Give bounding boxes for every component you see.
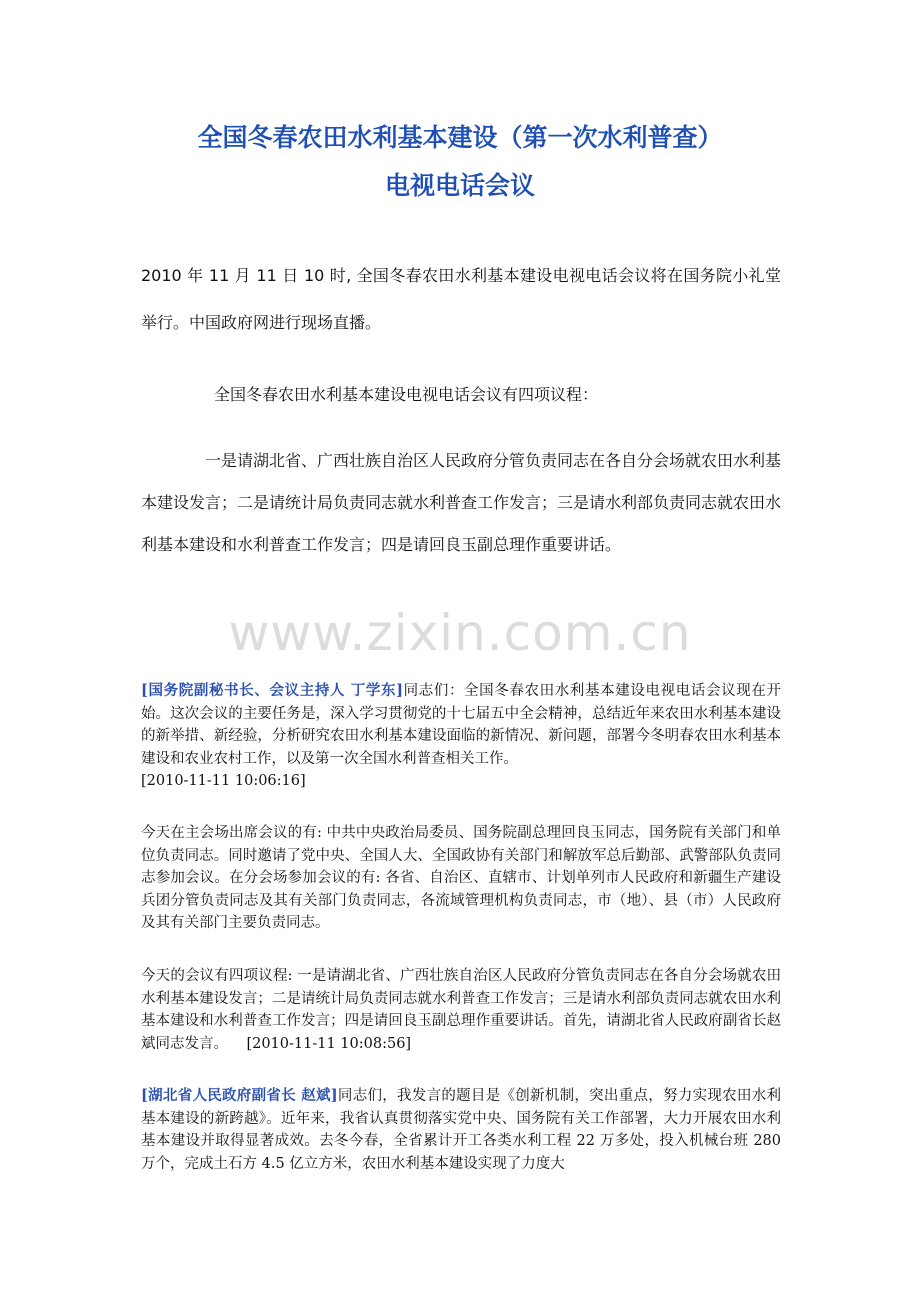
transcript-paragraph-1 <box>141 680 781 793</box>
agenda-paragraph: 一是请湖北省、广西壮族自治区人民政府分管负责同志在各自分会场就农田水利基本建设发言；二是请统计局负责同志就水利普查工作发言；三是请水利部负责同志就农田水利基本建设和水利普查工作发言；四是请回良玉副总理作重要讲话。 <box>141 451 782 554</box>
paragraph-text: 今天在主会场出席会议的有: 中共中央政治局委员、国务院副总理回良玉同志，国务院有关部门和单位负责同志。同时邀请了党中央、全国人大、全国政协有关部门和解放军总后勤部、武警部队负责同志参加会议。在分会场参加会议的有: 各省、自治区、直辖市、计划单列市人民政府和新疆生产建设兵团分管负责同志及其有关部门负责同志，各流域管理机构负责同志，市（地）、县（市）人民政府及其有关部门主要负责同志。 <box>141 825 781 932</box>
agenda-heading: 全国冬春农田水利基本建设电视电话会议有四项议程： <box>214 385 599 404</box>
transcript-paragraph-2 <box>141 822 781 935</box>
timestamp: [2010-11-11 10:08:56] <box>246 1035 412 1052</box>
speaker-label: [湖北省人民政府副省长 赵斌] <box>141 1087 338 1104</box>
transcript-paragraph-4 <box>141 1085 781 1175</box>
transcript-paragraph-3 <box>141 965 781 1055</box>
speaker-label: [国务院副秘书长、会议主持人 丁学东] <box>141 682 403 699</box>
paragraph-text: 同志们，我发言的题目是《创新机制，突出重点，努力实现农田水利基本建设的新跨越》。近年来，我省认真贯彻落实党中央、国务院有关工作部署，大力开展农田水利基本建设并取得显著成效。去冬今春，全省累计开工各类水利工程 22 万多处，投入机械台班 280 万个，完成土石方 4.5 亿立方米，农田水利基本建设实现了力度大 <box>141 1088 781 1172</box>
paragraph-text: 同志们：全国冬春农田水利基本建设电视电话会议现在开始。这次会议的主要任务是，深入学习贯彻党的十七届五中全会精神，总结近年来农田水利基本建设的新举措、新经验，分析研究农田水利基本建设面临的新情况、新问题，部署今冬明春农田水利基本建设和农业农村工作，以及第一次全国水利普查相关工作。 <box>141 683 781 767</box>
document-title-line-1: 全国冬春农田水利基本建设（第一次水利普查） <box>197 123 723 152</box>
watermark: www.zixin.com.cn <box>228 604 692 662</box>
intro-paragraph: 2010 年 11 月 11 日 10 时, 全国冬春农田水利基本建设电视电话会议将在国务院小礼堂举行。中国政府网进行现场直播。 <box>141 266 781 332</box>
paragraph-text: 今天的会议有四项议程: 一是请湖北省、广西壮族自治区人民政府分管负责同志在各自分会场就农田水利基本建设发言；二是请统计局负责同志就水利普查工作发言；三是请水利部负责同志就农田水利基本建设和水利普查工作发言；四是请回良玉副总理作重要讲话。首先，请湖北省人民政府副省长赵斌同志发言。 <box>141 968 781 1052</box>
document-title-line-2: 电视电话会议 <box>384 171 535 200</box>
timestamp: [2010-11-11 10:06:16] <box>141 773 306 790</box>
